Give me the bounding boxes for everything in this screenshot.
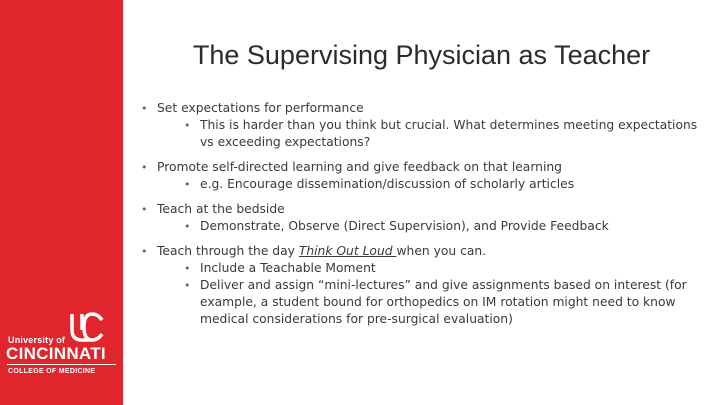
bullet-text: Set expectations for performance	[157, 101, 364, 115]
bullet-dot-icon: •	[141, 102, 148, 115]
bullet-text-before: Teach through the day	[157, 244, 299, 258]
bullet-text: Teach at the bedside	[157, 202, 285, 216]
slide-title: The Supervising Physician as Teacher	[192, 40, 651, 70]
sub-bullet-item	[157, 277, 710, 328]
sub-bullet-item	[157, 117, 710, 151]
sub-bullet-item	[157, 176, 710, 193]
sub-bullet-item	[157, 218, 710, 235]
bullet-dot-icon: •	[184, 119, 191, 132]
brand-sidebar	[0, 0, 123, 405]
bullet-dot-icon: •	[184, 178, 191, 191]
sub-bullet-text: e.g. Encourage dissemination/discussion of scholarly articles	[200, 177, 575, 191]
bullet-item	[140, 100, 710, 151]
sub-bullet-text: This is harder than you think but crucial. What determines meeting expectations vs exceeding expectations?	[200, 118, 698, 149]
sub-bullet-item	[157, 260, 710, 277]
bullet-item	[140, 201, 710, 235]
logo-divider	[7, 364, 116, 365]
bullet-list	[140, 100, 710, 328]
sub-bullet-text: Deliver and assign “mini-lectures” and give assignments based on interest (for example, a student bound for orthopedics on IM rotation might need to know medical considerations for pre-surgical evaluation)	[200, 278, 687, 326]
bullet-item	[140, 159, 710, 193]
uc-monogram-icon	[68, 312, 104, 344]
bullet-text: Promote self-directed learning and give feedback on that learning	[157, 160, 562, 174]
bullet-dot-icon: •	[184, 262, 191, 275]
bullet-dot-icon: •	[184, 220, 191, 233]
bullet-dot-icon: •	[141, 245, 148, 258]
think-out-loud-emphasis: Think Out Loud	[298, 244, 397, 258]
logo-college: COLLEGE OF MEDICINE	[8, 368, 96, 375]
bullet-dot-icon: •	[141, 161, 148, 174]
logo-university-of: University of	[8, 335, 66, 345]
sub-bullet-text: Include a Teachable Moment	[200, 261, 376, 275]
bullet-dot-icon: •	[141, 203, 148, 216]
sub-bullet-text: Demonstrate, Observe (Direct Supervision), and Provide Feedback	[200, 219, 609, 233]
bullet-dot-icon: •	[184, 279, 191, 292]
bullet-text-after: when you can.	[396, 244, 487, 258]
logo-cincinnati: CINCINNATI	[6, 344, 106, 363]
bullet-item	[140, 243, 710, 328]
